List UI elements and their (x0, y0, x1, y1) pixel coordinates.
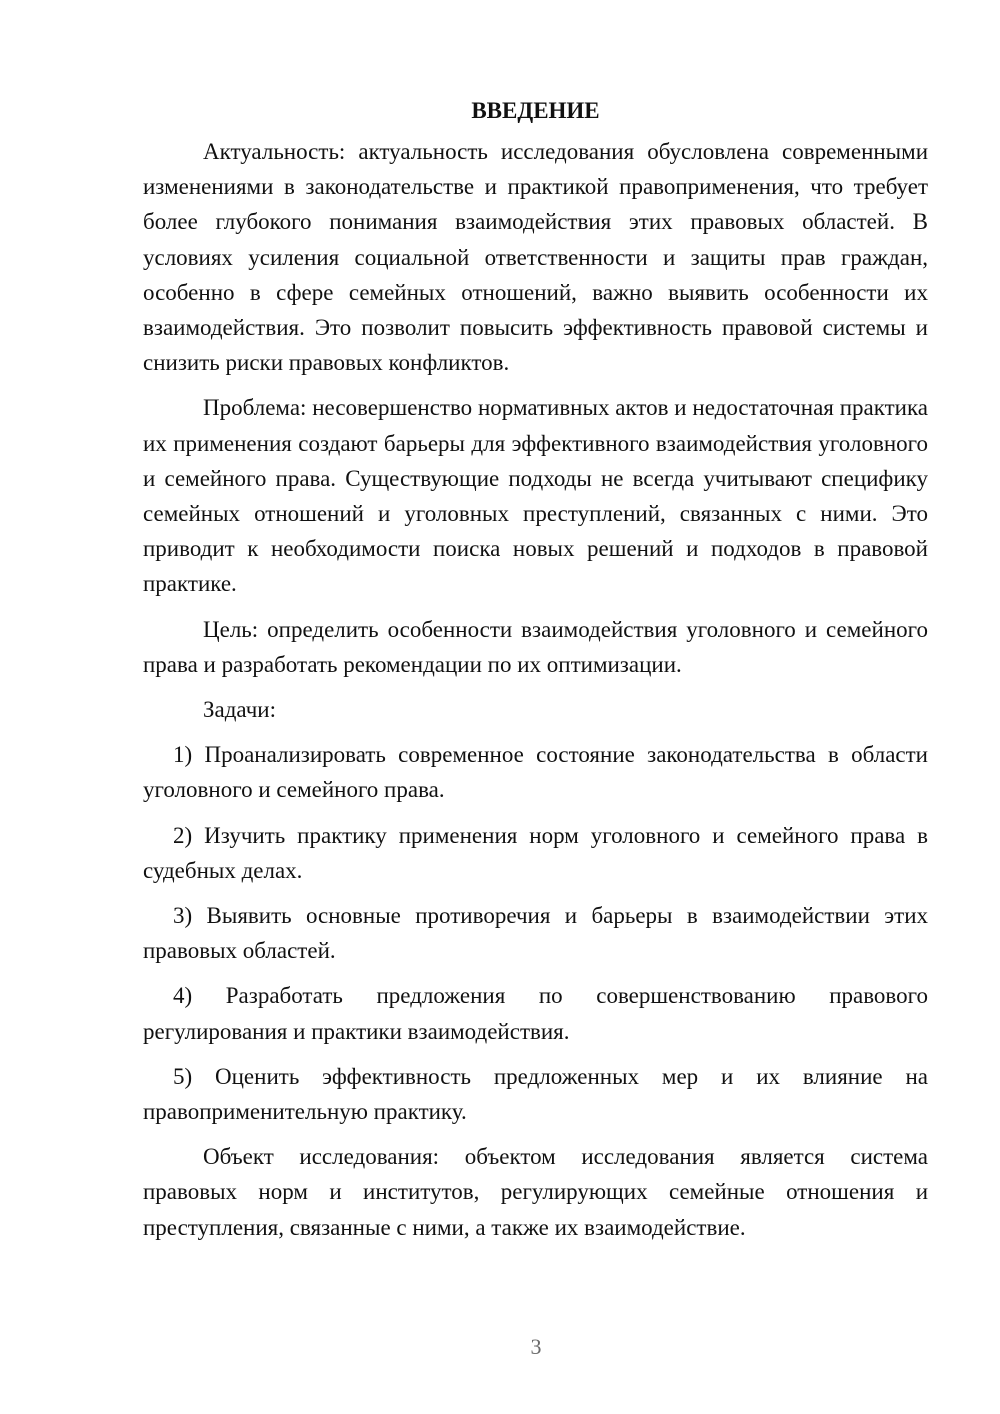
document-body (143, 93, 928, 1255)
task-item-1: 1) Проанализировать современное состояние законодательства в области уголовного и семейного права. (143, 742, 928, 803)
tasks-label: Задачи: (203, 697, 276, 723)
task-item-3: 3) Выявить основные противоречия и барьеры в взаимодействии этих правовых областей. (143, 903, 928, 964)
task-item-5: 5) Оценить эффективность предложенных мер и их влияние на правоприменительную практику. (143, 1063, 928, 1125)
task-item-4: 4) Разработать предложения по совершенствованию правового регулирования и практики взаимодействия. (143, 983, 928, 1044)
paragraph-object: Объект исследования: объектом исследования является система правовых норм и институтов, регулирующих семейные отношения и преступления, связанные с ними, а также их взаимодействие. (143, 1144, 928, 1240)
section-heading: ВВЕДЕНИЕ (471, 98, 600, 123)
page-number: 3 (530, 1334, 542, 1359)
paragraph-goal: Цель: определить особенности взаимодействия уголовного и семейного права и разработать рекомендации по их оптимизации. (143, 616, 928, 677)
task-item-2: 2) Изучить практику применения норм уголовного и семейного права в судебных делах. (143, 822, 928, 883)
paragraph-relevance: Актуальность: актуальность исследования обусловлена современными изменениями в законодательстве и практикой правоприменения, что требует более глубокого понимания взаимодействия этих правовых областей. В условиях усиления социальной ответственности и защиты прав граждан, особенно в сфере семейных отношений, важно выявить особенности их взаимодействия. Это позволит повысить эффективность правовой системы и снизить риски правовых конфликтов. (143, 139, 928, 376)
paragraph-problem: Проблема: несовершенство нормативных актов и недостаточная практика их применения создают барьеры для эффективного взаимодействия уголовного и семейного права. Существующие подходы не всегда учитывают специфику семейных отношений и уголовных преступлений, связанных с ними. Это приводит к необходимости поиска новых решений и подходов в правовой практике. (143, 395, 928, 597)
